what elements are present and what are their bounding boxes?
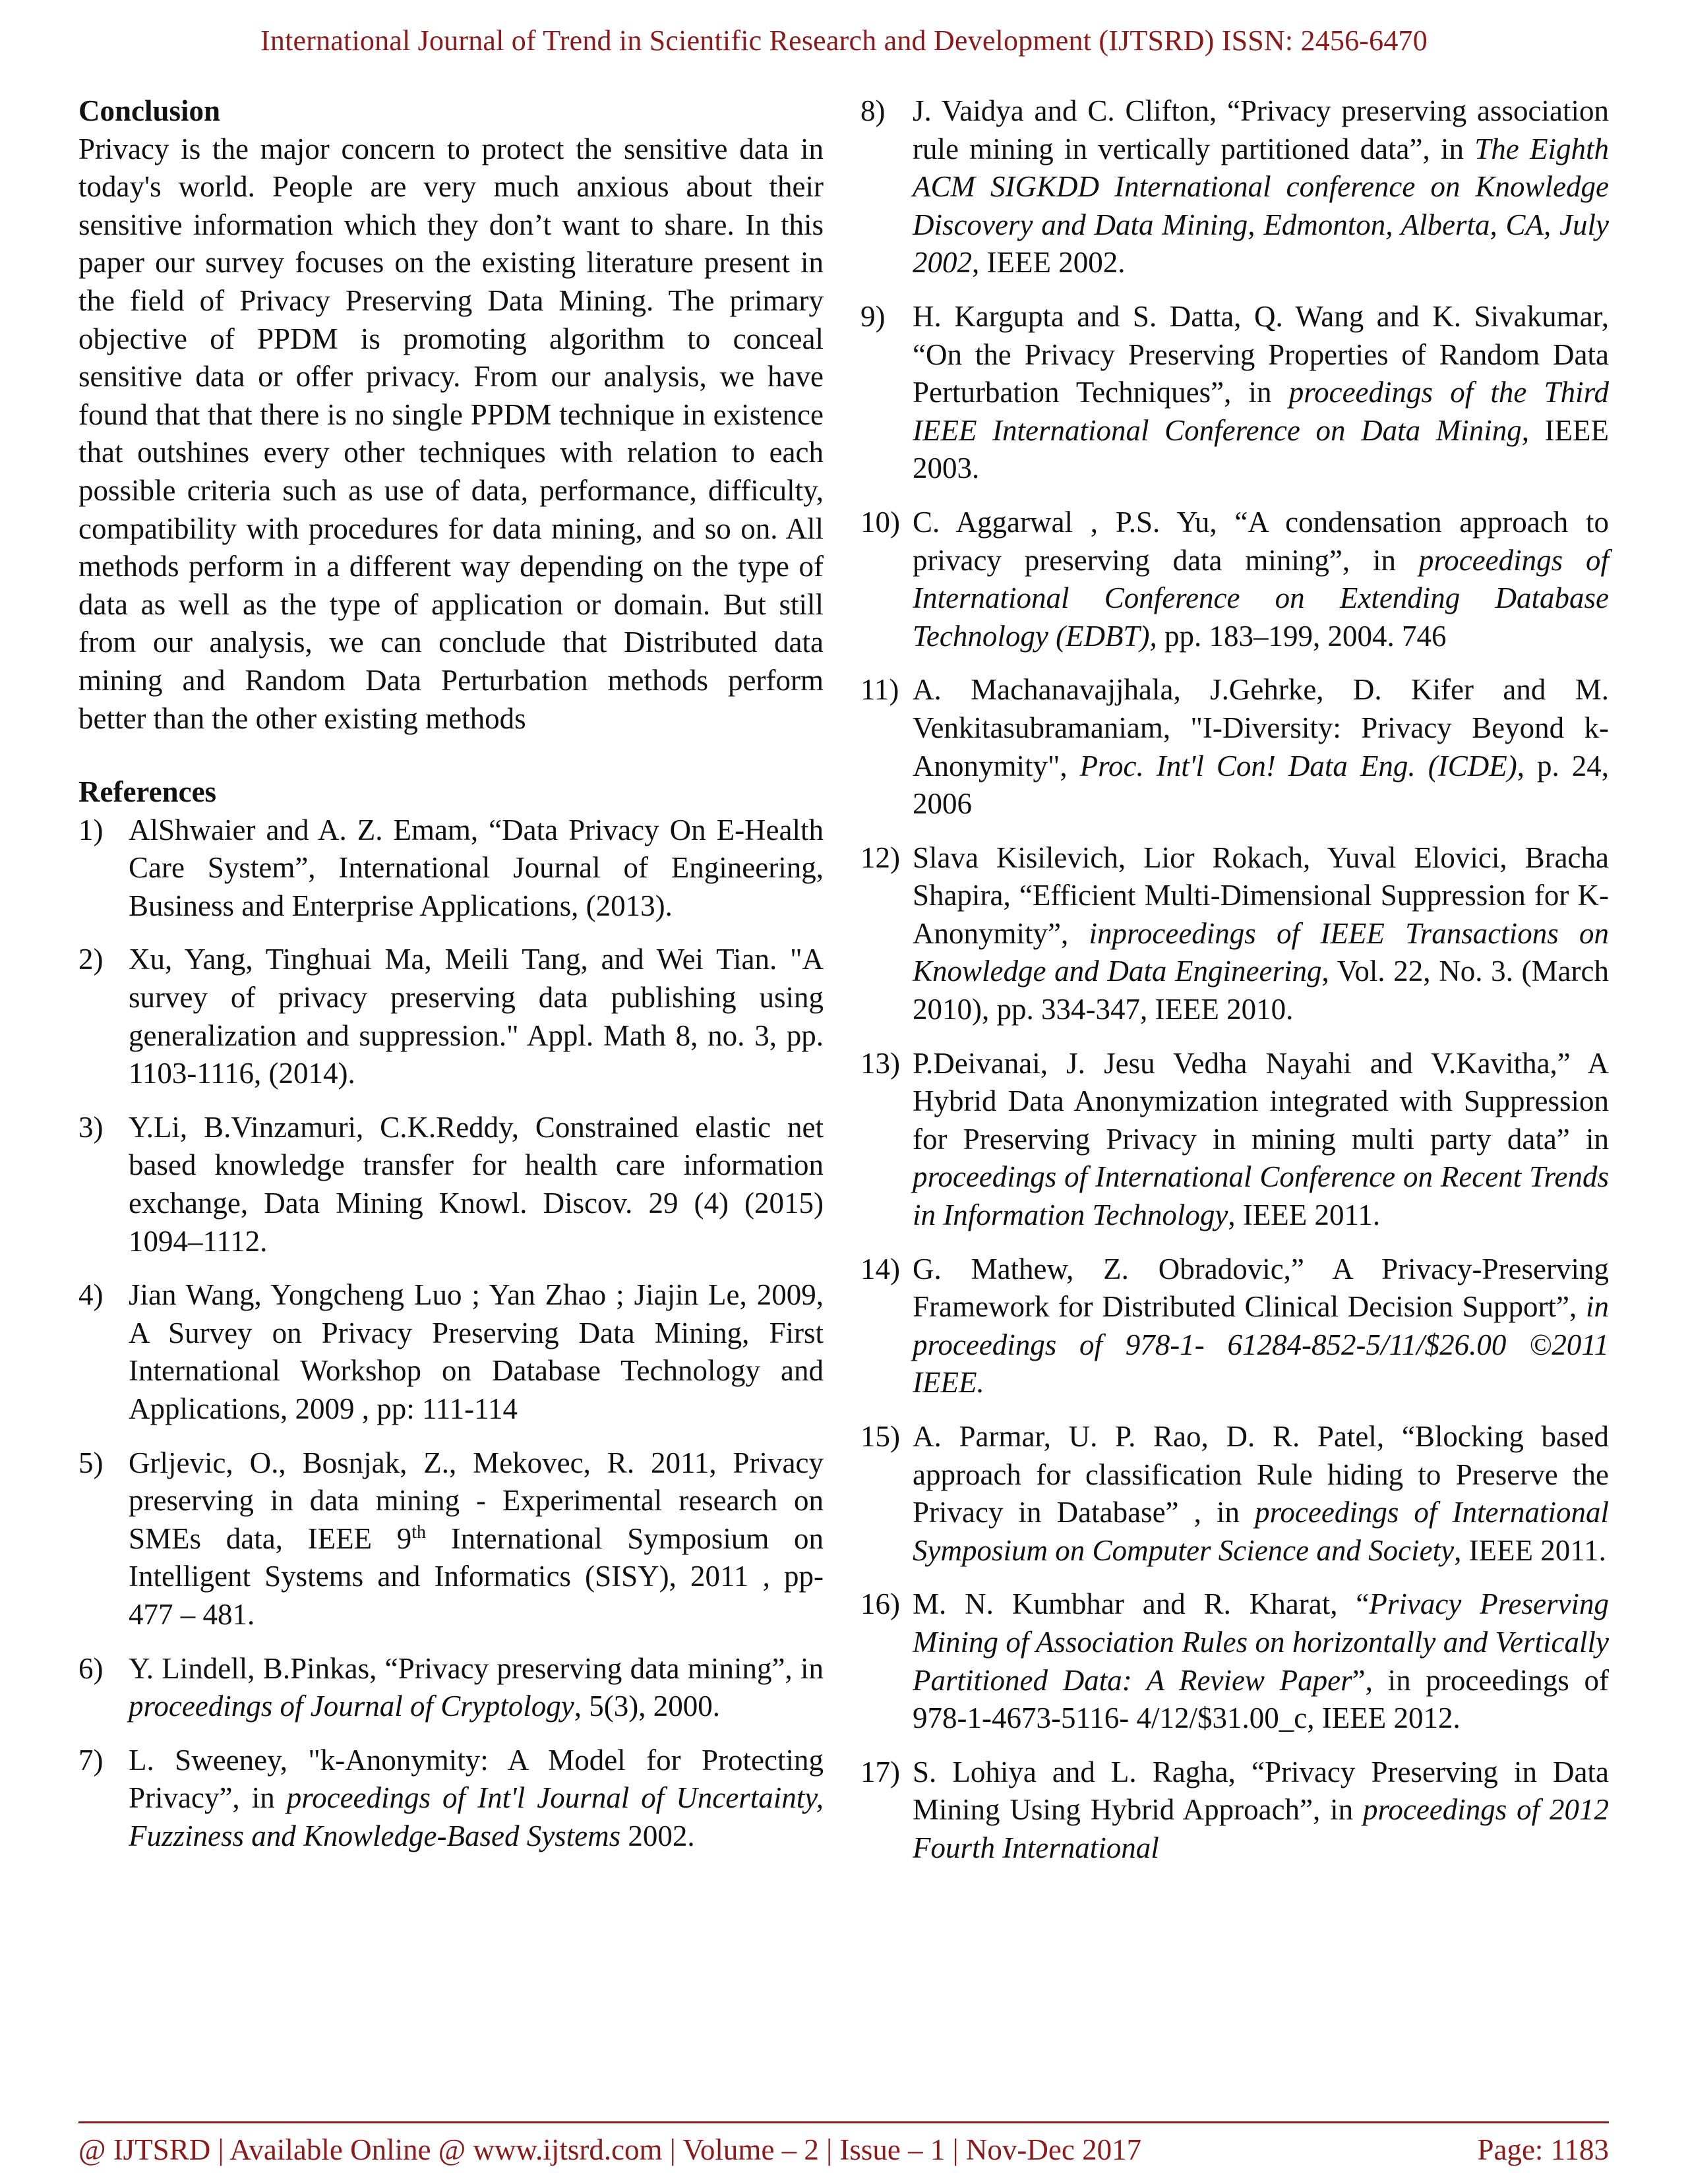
journal-header: International Journal of Trend in Scientific Research and Development (IJTSRD) ISSN: 2456-6470 [260, 24, 1428, 57]
reference-number: 2) [78, 943, 104, 976]
reference-item [860, 1754, 1609, 1868]
reference-text: International Symposium on Intelligent Systems and Informatics (SISY), 2011 , pp- 477 – 481. [129, 1521, 824, 1631]
reference-text: P.Deivanai, J. Jesu Vedha Nayahi and V.Kavitha,” A Hybrid Data Anonymization integrated with Suppression for Preserving Privacy in mining multi party data” in [913, 1046, 1609, 1156]
reference-text: The Eighth ACM SIGKDD International conference on Knowledge Discovery and Data Mining, Edmonton, Alberta, CA, July 2002 [913, 132, 1609, 280]
reference-text: Grljevic, O., Bosnjak, Z., Mekovec, R. 2011, Privacy preserving in data mining - Experimental research on SMEs data, IEEE 9 [129, 1446, 824, 1555]
reference-text: Y. Lindell, B.Pinkas, “Privacy preserving data mining”, in [129, 1651, 824, 1685]
reference-text: proceedings of International Symposium on Computer Science and Society [913, 1496, 1610, 1567]
right-column [860, 92, 1609, 1883]
reference-number: 13) [860, 1046, 900, 1080]
reference-text: H. Kargupta and S. Datta, Q. Wang and K. Sivakumar, “On the Privacy Preserving Properties of Random Data Perturbation Techniques”, in [913, 299, 1609, 409]
reference-text: M. N. Kumbhar and R. Kharat, “ [913, 1587, 1370, 1621]
reference-number: 8) [860, 94, 886, 127]
reference-text: th [411, 1521, 427, 1543]
reference-number: 3) [78, 1110, 104, 1144]
conclusion-paragraph: Privacy is the major concern to protect the sensitive data in today's world. People are very much anxious about their sensitive information which they don’t want to share. In this paper our survey focuses on the existing literature present in the field of Privacy Preserving Data Mining. The primary objective of PPDM is promoting algorithm to conceal sensitive data or offer privacy. From our analysis, we have found that that there is no single PPDM technique in existence that outshines every other techniques with relation to each possible criteria such as use of data, performance, difficulty, compatibility with procedures for data mining, and so on. All methods perform in a different way depending on the type of data as well as the type of application or domain. But still from our analysis, we can conclude that Distributed data mining and Random Data Perturbation methods perform better than the other existing methods [78, 132, 824, 735]
reference-item [860, 92, 1609, 282]
reference-text: , p. 24, 2006 [913, 749, 1609, 821]
left-column [78, 92, 824, 1872]
reference-text: IEEE 2003. [913, 413, 1610, 485]
reference-number: 4) [78, 1278, 104, 1312]
reference-number: 14) [860, 1252, 900, 1285]
conclusion-heading: Conclusion [78, 94, 221, 127]
reference-text: Jian Wang, Yongcheng Luo ; Yan Zhao ; Jiajin Le, 2009, A Survey on Privacy Preserving Data Mining, First International Workshop on Database Technology and Applications, 2009 , pp: 111-114 [129, 1278, 824, 1425]
reference-item [78, 941, 824, 1092]
reference-item [860, 1045, 1609, 1235]
reference-item [78, 1742, 824, 1856]
reference-text: Slava Kisilevich, Lior Rokach, Yuval Elovici, Bracha Shapira, “Efficient Multi-Dimensional Suppression for K-Anonymity”, [913, 841, 1609, 950]
reference-item [860, 1585, 1609, 1737]
reference-item [860, 298, 1609, 488]
reference-text: A. Machanavajjhala, J.Gehrke, D. Kifer and M. Venkitasubramaniam, "I-Diversity: Privacy Beyond k-Anonymity", [913, 673, 1609, 782]
reference-number: 15) [860, 1420, 900, 1453]
reference-list-right [860, 92, 1609, 1868]
reference-text: , 5(3), 2000. [574, 1690, 720, 1723]
reference-item [78, 1444, 824, 1634]
reference-text: A. Parmar, U. P. Rao, D. R. Patel, “Blocking based approach for classification Rule hiding to Preserve the Privacy in Database” , in [913, 1420, 1609, 1529]
reference-item [78, 1109, 824, 1260]
reference-number: 9) [860, 299, 886, 333]
reference-number: 1) [78, 813, 104, 846]
reference-text: J. Vaidya and C. Clifton, “Privacy preserving association rule mining in vertically partitioned data”, in [913, 94, 1609, 165]
reference-text: AlShwaier and A. Z. Emam, “Data Privacy On E-Health Care System”, International Journal of Engineering, Business and Enterprise Applications, (2013). [129, 813, 824, 922]
reference-list-left [78, 812, 824, 1856]
reference-text: ”, in proceedings of 978-1-4673-5116- 4/12/$31.00_c, IEEE 2012. [913, 1663, 1609, 1735]
reference-number: 11) [860, 673, 899, 707]
reference-text: proceedings of Journal of Cryptology [129, 1690, 574, 1723]
reference-text: proceedings of 2012 Fourth International [913, 1793, 1610, 1864]
reference-item [78, 1276, 824, 1428]
reference-item [860, 1418, 1609, 1570]
reference-text: Proc. Int'l Con! Data Eng. (ICDE) [1079, 749, 1517, 782]
reference-number: 5) [78, 1446, 104, 1479]
reference-text: L. Sweeney, "k-Anonymity: A Model for Protecting Privacy”, in [129, 1743, 824, 1815]
reference-item [860, 504, 1609, 655]
reference-item [860, 839, 1609, 1029]
reference-text: , IEEE 2011. [1228, 1198, 1381, 1232]
reference-text: 2002. [620, 1819, 695, 1852]
reference-text: proceedings of Int'l Journal of Uncertainty, Fuzziness and Knowledge-Based Systems [129, 1781, 824, 1852]
reference-item [860, 1251, 1609, 1402]
reference-text: Privacy Preserving Mining of Association Rules on horizontally and Vertically Partitioned Data: A Review Paper [913, 1587, 1609, 1697]
reference-number: 16) [860, 1587, 900, 1621]
reference-item [78, 812, 824, 926]
reference-number: 17) [860, 1755, 900, 1788]
reference-text: inproceedings of IEEE Transactions on Knowledge and Data Engineering [913, 916, 1609, 988]
reference-text: , IEEE 2011. [1454, 1533, 1606, 1567]
reference-number: 12) [860, 841, 900, 874]
reference-text: pp. 183–199, 2004. 746 [1157, 619, 1447, 653]
page-footer [78, 2121, 1609, 2166]
reference-text: , IEEE 2002. [972, 246, 1126, 280]
reference-item [860, 671, 1609, 823]
reference-text: S. Lohiya and L. Ragha, “Privacy Preserving in Data Mining Using Hybrid Approach”, in [913, 1755, 1609, 1827]
reference-number: 6) [78, 1651, 104, 1685]
reference-text: G. Mathew, Z. Obradovic,” A Privacy-Preserving Framework for Distributed Clinical Decision Support”, [913, 1252, 1609, 1324]
reference-text: in proceedings of 978-1- 61284-852-5/11/$26.00 ©2011 IEEE. [913, 1290, 1609, 1400]
reference-text: , Vol. 22, No. 3. (March 2010), pp. 334-347, IEEE 2010. [913, 955, 1609, 1026]
reference-number: 10) [860, 505, 900, 539]
reference-text: C. Aggarwal , P.S. Yu, “A condensation approach to privacy preserving data mining”, in [913, 505, 1609, 577]
reference-text: Y.Li, B.Vinzamuri, C.K.Reddy, Constrained elastic net based knowledge transfer for health care information exchange, Data Mining Knowl. Discov. 29 (4) (2015) 1094–1112. [129, 1110, 824, 1258]
page-number: Page: 1183 [1477, 2133, 1609, 2166]
references-heading: References [78, 775, 217, 809]
reference-number: 7) [78, 1743, 104, 1777]
reference-text: proceedings of International Conference on Recent Trends in Information Technology [913, 1160, 1609, 1232]
reference-text: proceedings of the Third IEEE International Conference on Data Mining, [913, 376, 1609, 447]
footer-info: @ IJTSRD | Available Online @ www.ijtsrd.com | Volume – 2 | Issue – 1 | Nov-Dec 2017 [78, 2133, 1142, 2166]
reference-item [78, 1650, 824, 1726]
reference-text: proceedings of International Conference on Extending Database Technology (EDBT), [913, 543, 1609, 653]
reference-text: Xu, Yang, Tinghuai Ma, Meili Tang, and Wei Tian. "A survey of privacy preserving data publishing using generalization and suppression." Appl. Math 8, no. 3, pp. 1103-1116, (2014). [129, 943, 824, 1090]
